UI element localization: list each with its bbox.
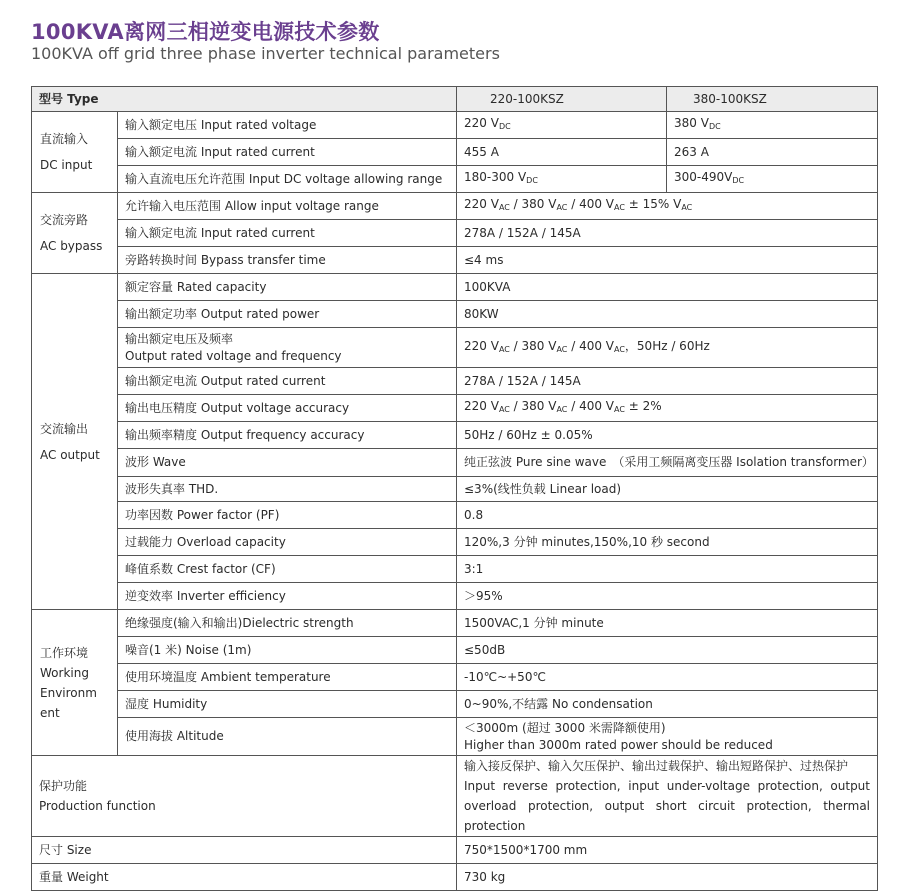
spec-table: [31, 86, 878, 891]
param-cell: 湿度 Humidity: [118, 691, 457, 718]
value-cell: ≤50dB: [457, 637, 878, 664]
table-row: [32, 301, 878, 328]
table-row: [32, 274, 878, 301]
value-cell: ≤4 ms: [457, 247, 878, 274]
table-header-row: [32, 87, 878, 112]
value-cell: 220 $V_{AC} / 380$ $V_{AC} / 400$ $V_{AC}$，50Hz / 60Hz: [457, 328, 878, 368]
value-cell: 220 $V_{DC}$: [457, 112, 667, 139]
value-cell: ＞95%: [457, 583, 878, 610]
group-ac-bypass: 交流旁路 AC bypass: [32, 193, 118, 274]
table-row: [32, 583, 878, 610]
table-row: [32, 449, 878, 477]
param-cell: 输出频率精度 Output frequency accuracy: [118, 422, 457, 449]
value-cell: 278A / 152A / 145A: [457, 368, 878, 395]
param-cell: 输出额定功率 Output rated power: [118, 301, 457, 328]
param-cell: 输入额定电流 Input rated current: [118, 220, 457, 247]
table-row: [32, 395, 878, 422]
value-cell: 380 $V_{DC}$: [667, 112, 878, 139]
value-cell: 3:1: [457, 556, 878, 583]
value-cell: 纯正弦波 Pure sine wave （采用工频隔离变压器 Isolation transformer）: [457, 449, 878, 477]
table-row: [32, 220, 878, 247]
value-cell: 455 A: [457, 139, 667, 166]
size-label: 尺寸 Size: [32, 837, 457, 864]
size-value: 750*1500*1700 mm: [457, 837, 878, 864]
group-environment: 工作环境 Working Environm ent: [32, 610, 118, 756]
param-cell: 输入额定电压 Input rated voltage: [118, 112, 457, 139]
table-row: [32, 718, 878, 756]
protection-label: 保护功能 Production function: [32, 756, 457, 837]
param-cell: 输出额定电流 Output rated current: [118, 368, 457, 395]
param-cell: 旁路转换时间 Bypass transfer time: [118, 247, 457, 274]
value-cell: 263 A: [667, 139, 878, 166]
group-dc-input: 直流输入 DC input: [32, 112, 118, 193]
weight-value: 730 kg: [457, 864, 878, 891]
table-row: [32, 139, 878, 166]
protection-value: 输入接反保护、输入欠压保护、输出过载保护、输出短路保护、过热保护 Input reverse protection, input under-voltage protection, output overload protection, output short circuit protection, thermal protection: [457, 756, 878, 837]
type-label: 型号 Type: [32, 87, 457, 112]
table-row: [32, 529, 878, 556]
param-cell: 波形 Wave: [118, 449, 457, 477]
table-row: [32, 247, 878, 274]
table-row: [32, 637, 878, 664]
value-cell: $300-490V_{DC}$: [667, 166, 878, 193]
value-cell: 80KW: [457, 301, 878, 328]
value-cell: 120%,3 分钟 minutes,150%,10 秒 second: [457, 529, 878, 556]
param-cell: 输出电压精度 Output voltage accuracy: [118, 395, 457, 422]
table-row: [32, 837, 878, 864]
value-cell: ≤3%(线性负载 Linear load): [457, 477, 878, 502]
value-cell: 278A / 152A / 145A: [457, 220, 878, 247]
param-cell: 波形失真率 THD.: [118, 477, 457, 502]
param-cell: 输入额定电流 Input rated current: [118, 139, 457, 166]
page-title: 100KVA离网三相逆变电源技术参数: [31, 20, 380, 44]
param-cell: 峰值系数 Crest factor (CF): [118, 556, 457, 583]
param-cell: 使用海拔 Altitude: [118, 718, 457, 756]
group-ac-output: 交流输出 AC output: [32, 274, 118, 610]
table-row: [32, 864, 878, 891]
table-row: [32, 328, 878, 368]
value-cell: 220 $V_{AC} / 380$ $V_{AC} / 400$ $V_{AC} \pm 15\%$ $V_{AC}$: [457, 193, 878, 220]
value-cell: 220 $V_{AC} / 380$ $V_{AC} / 400$ $V_{AC} \pm 2\%$: [457, 395, 878, 422]
table-row: [32, 368, 878, 395]
table-row: [32, 193, 878, 220]
model-220: 220-100KSZ: [457, 87, 667, 112]
param-cell: 输出额定电压及频率 Output rated voltage and frequency: [118, 328, 457, 368]
table-row: [32, 691, 878, 718]
table-row: [32, 664, 878, 691]
table-row: [32, 610, 878, 637]
table-row: [32, 112, 878, 139]
value-cell: 180-300 $V_{DC}$: [457, 166, 667, 193]
value-cell: 0.8: [457, 502, 878, 529]
table-row: [32, 422, 878, 449]
param-cell: 使用环境温度 Ambient temperature: [118, 664, 457, 691]
model-380: 380-100KSZ: [667, 87, 878, 112]
param-cell: 功率因数 Power factor (PF): [118, 502, 457, 529]
param-cell: 输入直流电压允许范围 Input DC voltage allowing range: [118, 166, 457, 193]
table-row: [32, 166, 878, 193]
value-cell: 100KVA: [457, 274, 878, 301]
page-subtitle: 100KVA off grid three phase inverter technical parameters: [31, 44, 500, 63]
table-row: [32, 477, 878, 502]
value-cell: 1500VAC,1 分钟 minute: [457, 610, 878, 637]
param-cell: 绝缘强度(输入和输出)Dielectric strength: [118, 610, 457, 637]
param-cell: 额定容量 Rated capacity: [118, 274, 457, 301]
table-row: [32, 502, 878, 529]
value-cell: 0~90%,不结露 No condensation: [457, 691, 878, 718]
value-cell: -10℃~+50℃: [457, 664, 878, 691]
table-row: [32, 756, 878, 837]
param-cell: 过载能力 Overload capacity: [118, 529, 457, 556]
table-row: [32, 556, 878, 583]
value-cell: 50Hz / 60Hz ± 0.05%: [457, 422, 878, 449]
weight-label: 重量 Weight: [32, 864, 457, 891]
param-cell: 允许输入电压范围 Allow input voltage range: [118, 193, 457, 220]
param-cell: 逆变效率 Inverter efficiency: [118, 583, 457, 610]
value-cell: ＜3000m (超过 3000 米需降额使用) Higher than 3000m rated power should be reduced: [457, 718, 878, 756]
param-cell: 噪音(1 米) Noise (1m): [118, 637, 457, 664]
